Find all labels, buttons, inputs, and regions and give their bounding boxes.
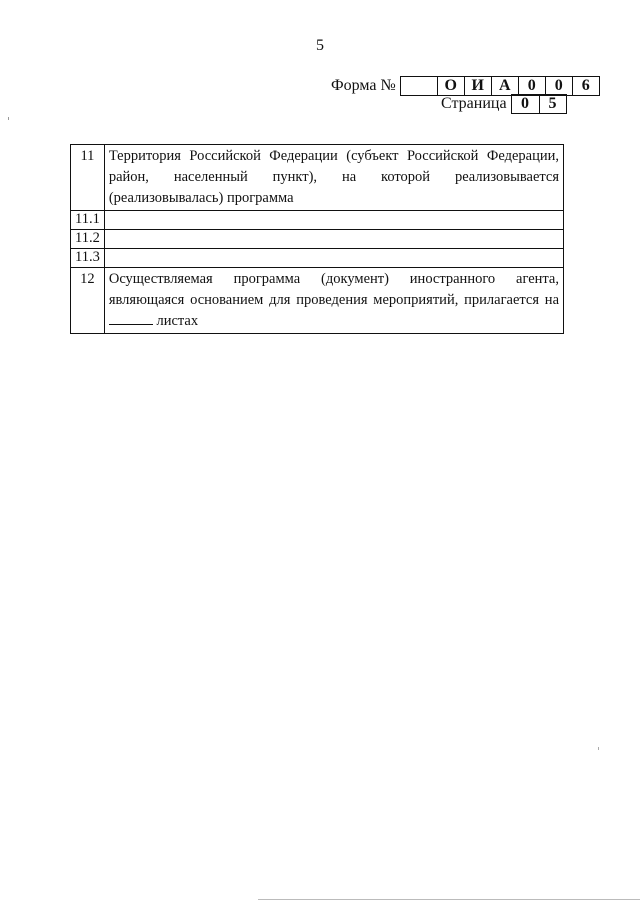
- page-code-cell: 5: [539, 95, 566, 113]
- page-code-cells: [511, 94, 567, 114]
- row-text: [104, 268, 563, 334]
- form-code-cell: 0: [518, 77, 545, 95]
- row-text-after: листах: [156, 313, 199, 329]
- page-number-line: [441, 94, 567, 113]
- table-row: [71, 249, 564, 268]
- row-number: 12: [71, 268, 105, 334]
- page-code-cell: 0: [521, 94, 530, 112]
- page-label: Страница: [441, 94, 507, 112]
- row-text: Территория Российской Федерации (субъект Российской Федерации, район, населенный пункт), на которой реализовывается (реализовывалась) программа: [104, 145, 563, 211]
- form-code-cell: [401, 77, 437, 95]
- row-input-cell[interactable]: [104, 249, 563, 268]
- row-number: 11.2: [71, 230, 105, 249]
- row-number: 11: [71, 145, 105, 211]
- row-text-before: Осуществляемая программа (документ) иностранного агента, являющаяся основанием для проведения мероприятий, прилагается на: [108, 271, 559, 308]
- form-number-label: Форма №: [331, 76, 396, 94]
- form-code-cell: 0: [545, 77, 572, 95]
- table-row: [71, 211, 564, 230]
- page-number: 5: [316, 37, 324, 54]
- sheet-count-blank[interactable]: [109, 312, 153, 325]
- scan-mark: [598, 747, 599, 750]
- scan-mark: [8, 117, 9, 120]
- form-code-cell: 6: [572, 77, 599, 95]
- table-row: [71, 268, 564, 334]
- row-number: 11.3: [71, 249, 105, 268]
- form-number-line: [331, 76, 600, 95]
- table-row: [71, 230, 564, 249]
- row-number: 11.1: [71, 211, 105, 230]
- form-table: [70, 144, 564, 334]
- form-code-cell: О: [437, 77, 464, 95]
- table-row: [71, 145, 564, 211]
- row-input-cell[interactable]: [104, 230, 563, 249]
- form-code-cell: И: [464, 77, 491, 95]
- form-code-cells: [400, 76, 600, 96]
- form-code-cell: А: [491, 77, 518, 95]
- scan-edge-line: [258, 899, 640, 900]
- row-input-cell[interactable]: [104, 211, 563, 230]
